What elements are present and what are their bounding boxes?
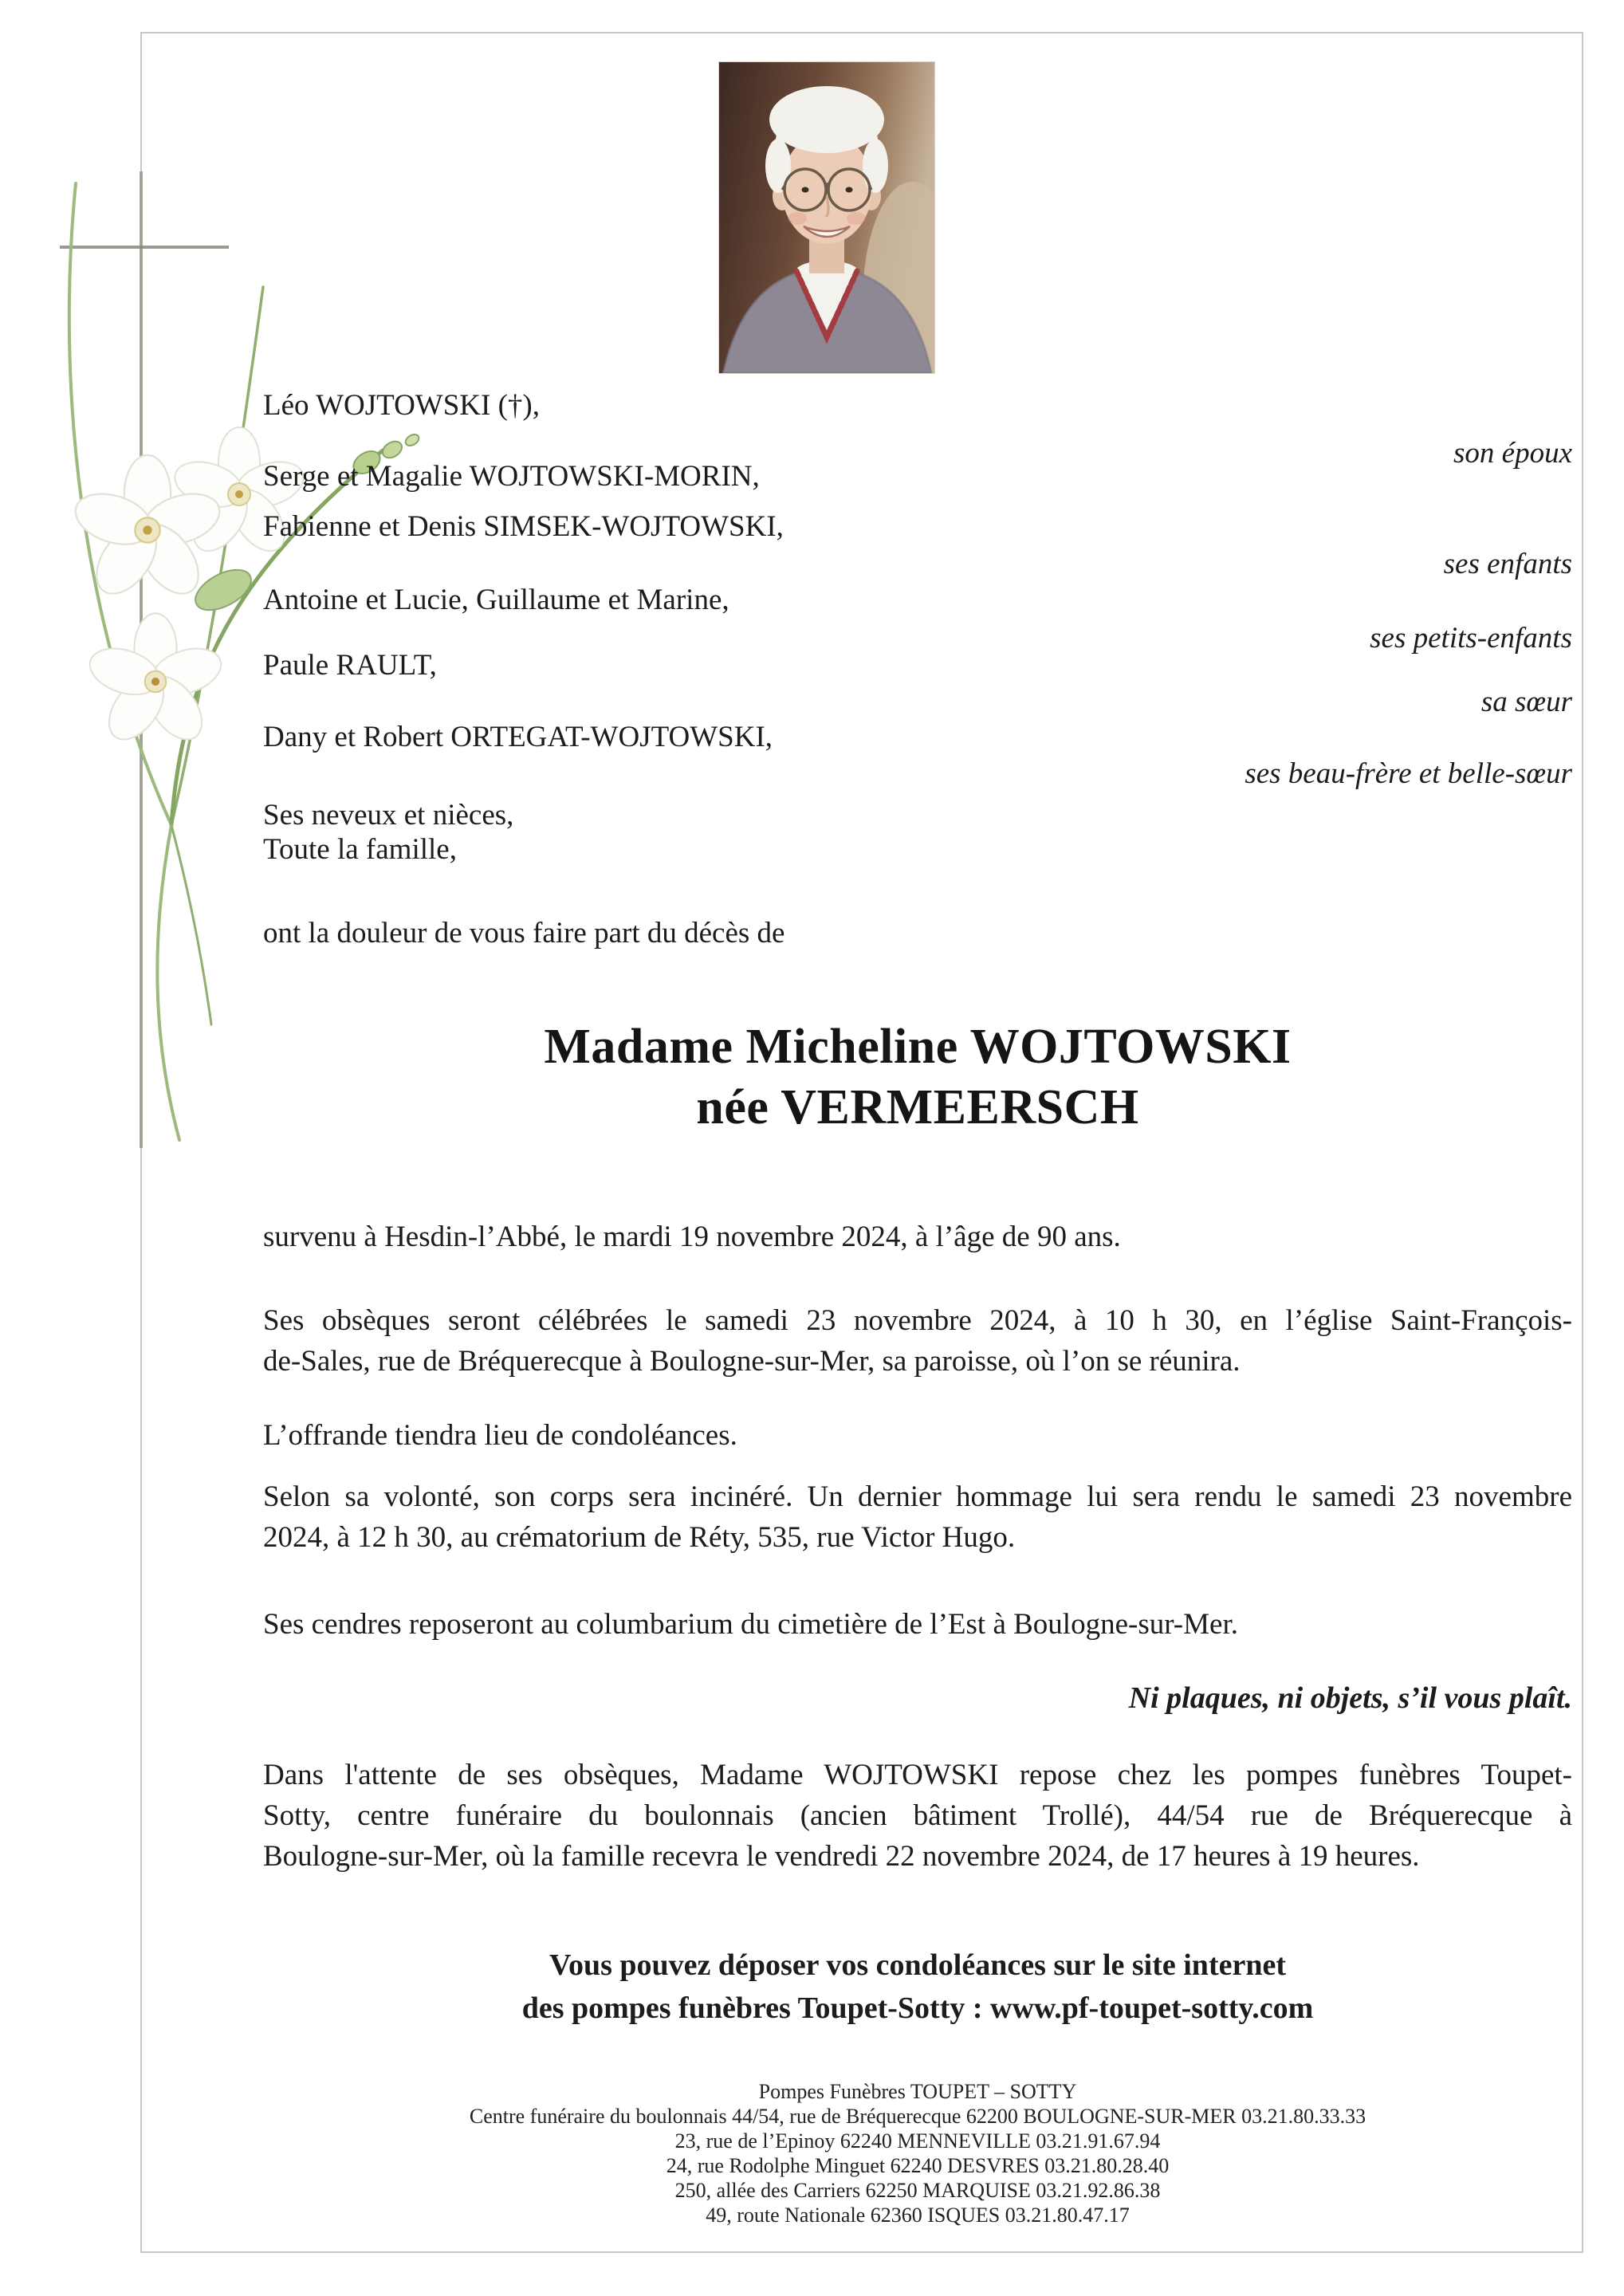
funeral-home-address-1: Centre funéraire du boulonnais 44/54, rue de Bréquerecque 62200 BOULOGNE-SUR-MER 03.21.80.33.33 [469,2105,1366,2128]
paragraph-obseques-line2: de-Sales, rue de Bréquerecque à Boulogne-sur-Mer, sa paroisse, où l’on se réunira. [263,1345,1241,1378]
funeral-home-address-3: 24, rue Rodolphe Minguet 62240 DESVRES 03.21.80.28.40 [666,2154,1170,2177]
family-line-paule: Paule RAULT, [263,649,437,682]
family-line-leo: Léo WOJTOWSKI (†), [263,389,540,422]
funeral-home-footer [263,2079,1572,2227]
deceased-name-line2: née VERMEERSCH [696,1080,1139,1134]
family-line-dany: Dany et Robert ORTEGAT-WOJTOWSKI, [263,721,773,753]
family-line-neveux: Ses neveux et nièces, [263,799,514,832]
paragraph-selon-line1: Selon sa volonté, son corps sera incinéré. Un dernier hommage lui sera rendu le samedi 23 novembre [263,1480,1572,1513]
funeral-home-name: Pompes Funèbres TOUPET – SOTTY [758,2080,1077,2103]
paragraph-cendres: Ses cendres reposeront au columbarium du cimetière de l’Est à Boulogne-sur-Mer. [263,1608,1238,1641]
deceased-name-line1: Madame Micheline WOJTOWSKI [544,1020,1292,1074]
paragraph-selon-line2: 2024, à 12 h 30, au crématorium de Réty, 535, rue Victor Hugo. [263,1521,1016,1554]
paragraph-offrande: L’offrande tiendra lieu de condoléances. [263,1419,737,1452]
paragraph-ni-plaques: Ni plaques, ni objets, s’il vous plaît. [1128,1681,1572,1715]
condoleances-line2: des pompes funèbres Toupet-Sotty : www.pf-toupet-sotty.com [521,1991,1314,2025]
condoleances-line1: Vous pouvez déposer vos condoléances sur le site internet [549,1948,1286,1982]
paragraph-obseques-line1: Ses obsèques seront célébrées le samedi 23 novembre 2024, à 10 h 30, en l’église Saint-François- [263,1304,1572,1337]
role-label-beau-frere: ses beau-frère et belle-sœur [1245,757,1572,790]
deceased-name-title [263,1016,1572,1138]
role-label-soeur: sa sœur [1480,686,1572,718]
funeral-home-address-2: 23, rue de l’Epinoy 62240 MENNEVILLE 03.21.91.67.94 [674,2129,1161,2152]
family-line-fabienne: Fabienne et Denis SIMSEK-WOJTOWSKI, [263,510,784,543]
paragraph-attente-line1: Dans l'attente de ses obsèques, Madame WOJTOWSKI repose chez les pompes funèbres Toupet- [263,1759,1572,1791]
paragraph-survenu: survenu à Hesdin-l’Abbé, le mardi 19 novembre 2024, à l’âge de 90 ans. [263,1221,1121,1253]
paragraph-obseques [263,1300,1572,1382]
funeral-home-address-5: 49, route Nationale 62360 ISQUES 03.21.80.47.17 [706,2204,1130,2227]
paragraph-attente-line2: Sotty, centre funéraire du boulonnais (ancien bâtiment Trollé), 44/54 rue de Bréquerecque à [263,1799,1572,1832]
condoleances-note [263,1944,1572,2030]
announcement-intro: ont la douleur de vous faire part du décès de [263,917,785,949]
family-line-antoine: Antoine et Lucie, Guillaume et Marine, [263,584,729,616]
role-label-enfants: ses enfants [1443,548,1572,580]
funeral-home-address-4: 250, allée des Carriers 62250 MARQUISE 03.21.92.86.38 [674,2179,1161,2202]
role-label-petits-enfants: ses petits-enfants [1370,622,1572,655]
role-label-epoux: son époux [1453,437,1572,470]
paragraph-selon [263,1476,1572,1558]
paragraph-attente [263,1755,1572,1877]
paragraph-attente-line3: Boulogne-sur-Mer, où la famille recevra le vendredi 22 novembre 2024, de 17 heures à 19 heures. [263,1840,1420,1873]
family-line-famille: Toute la famille, [263,833,457,866]
letter-content [263,0,1572,2296]
family-line-serge: Serge et Magalie WOJTOWSKI-MORIN, [263,460,760,493]
